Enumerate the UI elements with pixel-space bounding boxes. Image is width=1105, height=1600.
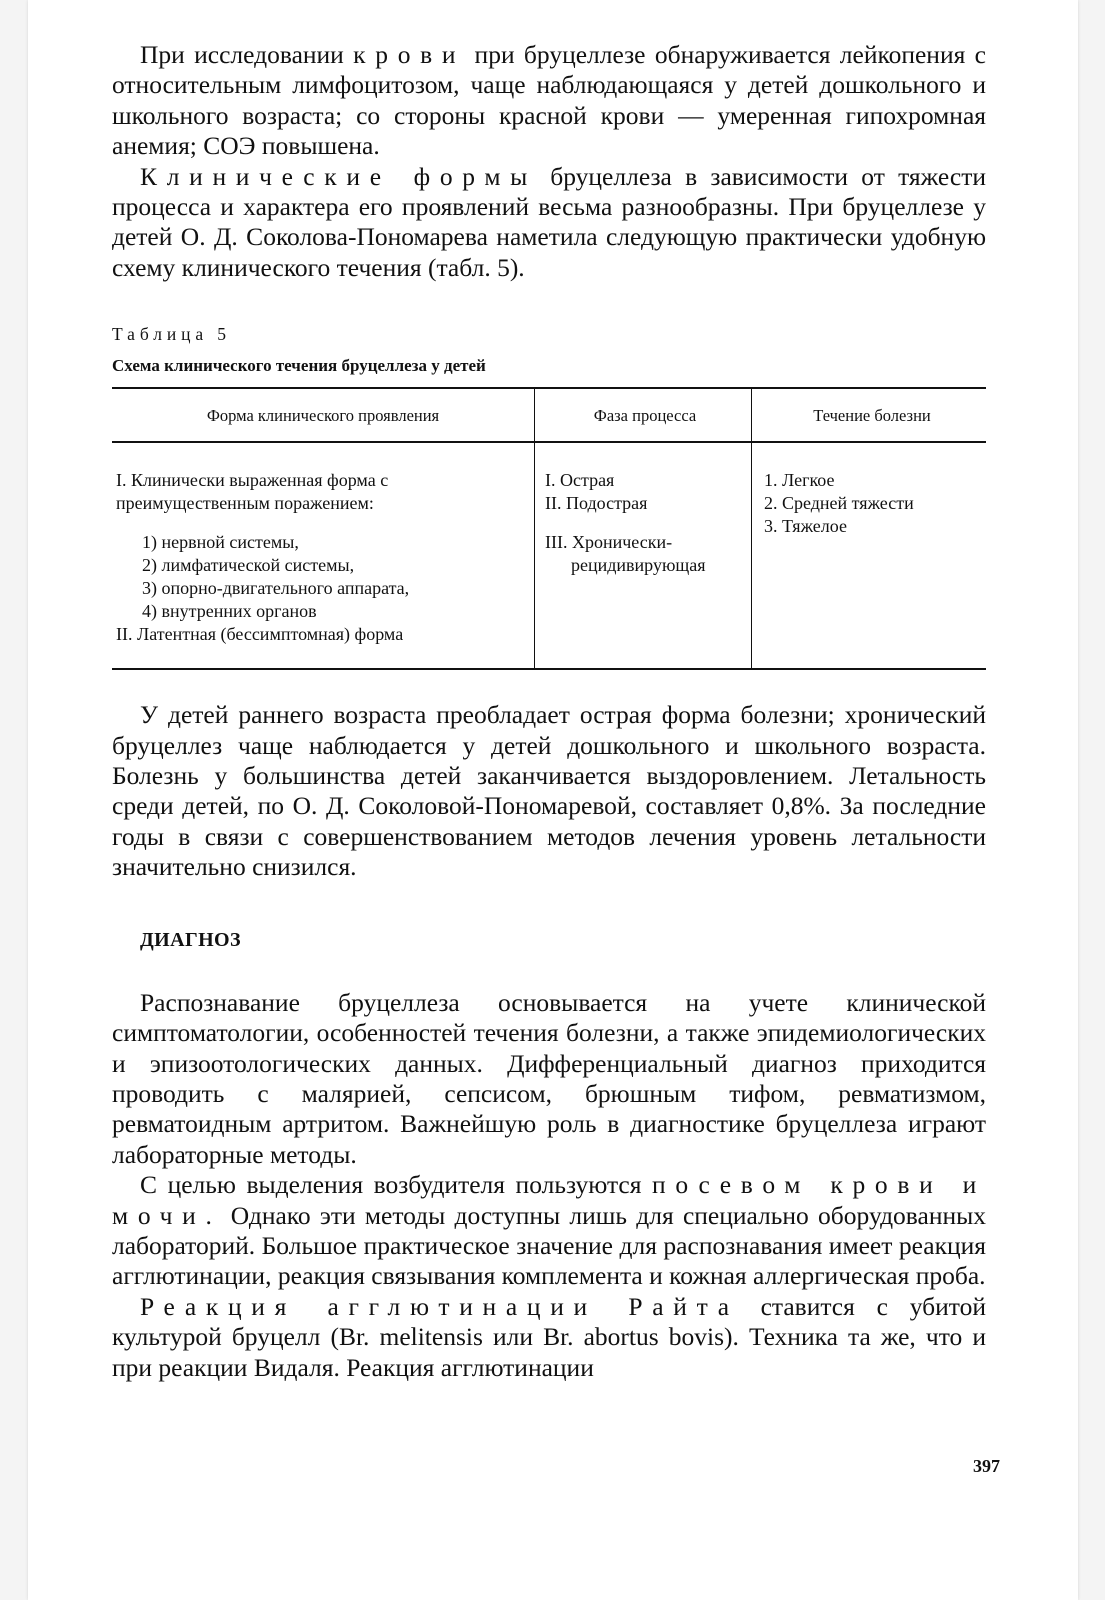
spaced-term: Реакция агглютинации Райта bbox=[140, 1291, 739, 1321]
text-run: При исследовании bbox=[140, 40, 344, 69]
text-run: Однако эти методы доступны лишь для специально оборудованных лабораторий. Большое практическое значение для распознавания имеет реакция агглютинации, реакция связывания комплемента и кожная аллергическая проба. bbox=[112, 1200, 987, 1291]
form-item: 2) лимфатической системы, bbox=[142, 555, 355, 576]
course-item: 1. Легкое bbox=[764, 470, 835, 491]
form-item: 3) опорно-двигательного аппарата, bbox=[142, 578, 410, 599]
form-main: I. Клинически выраженная форма с преимущественным поражением: bbox=[116, 470, 389, 514]
table-header-row bbox=[112, 388, 986, 442]
section-heading: ДИАГНОЗ bbox=[140, 928, 241, 951]
form-item: 4) внутренних органов bbox=[142, 601, 317, 622]
paragraph-wright-reaction bbox=[112, 1292, 986, 1383]
document-page bbox=[28, 0, 1078, 1600]
header-course: Течение болезни bbox=[752, 388, 987, 442]
header-form: Форма клинического проявления bbox=[112, 388, 535, 442]
phase-item: I. Острая bbox=[545, 470, 615, 491]
cell-course bbox=[752, 442, 987, 669]
table-row bbox=[112, 442, 986, 669]
page-content bbox=[112, 40, 986, 1383]
paragraph-clinical-forms bbox=[112, 162, 986, 284]
page-number: 397 bbox=[973, 1456, 1000, 1476]
header-phase: Фаза процесса bbox=[535, 388, 752, 442]
phase-item: II. Подострая bbox=[545, 493, 648, 514]
course-item: 3. Тяжелое bbox=[764, 516, 847, 537]
table-number: Таблица 5 bbox=[112, 324, 231, 345]
paragraph-early-age: У детей раннего возраста преобладает острая форма болезни; хронический бруцеллез чаще наблюдается у детей дошкольного и школьного возраста. Болезнь у большинства детей заканчивается выздоровлением. Летальность среди детей, по О. Д. Соколовой-Пономаревой, составляет 0,8%. За последние годы в связи с совершенствованием методов лечения уровень летальности значительно снизился. bbox=[112, 700, 986, 882]
spaced-term: Клинические формы bbox=[140, 161, 538, 191]
cell-forms bbox=[112, 442, 535, 669]
course-item: 2. Средней тяжести bbox=[764, 493, 914, 514]
form-item: 1) нервной системы, bbox=[142, 532, 299, 553]
paragraph-blood bbox=[112, 40, 986, 162]
table-caption bbox=[112, 323, 986, 377]
phase-item: III. Хронически-рецидивирующая bbox=[545, 532, 706, 576]
text-run: С целью выделения возбудителя пользуются bbox=[140, 1170, 642, 1200]
table-title: Схема клинического течения бруцеллеза у детей bbox=[112, 356, 486, 376]
spaced-term: посевом крови и мочи. bbox=[112, 1170, 986, 1230]
spaced-term: крови bbox=[353, 40, 466, 69]
text-run: бруцеллеза в зависимости от тяжести процесса и характера его проявлений весьма разнообразны. При бруцеллезе у детей О. Д. Соколова-Пономарева наметила следующую практически удобную схему клинического течения (табл. 5). bbox=[112, 161, 986, 282]
form-latent: II. Латентная (бессимптомная) форма bbox=[116, 624, 404, 645]
cell-phases bbox=[535, 442, 752, 669]
paragraph-culture bbox=[112, 1170, 986, 1292]
text-run: ставится с убитой культурой бруцелл (Br. melitensis или Br. abortus bovis). Техника та же, что и при реакции Видаля. Реакция агглютинации bbox=[112, 1291, 987, 1382]
paragraph-diagnosis: Распознавание бруцеллеза основывается на учете клинической симптоматологии, особенностей течения болезни, а также эпидемиологических и эпизоотологических данных. Дифференциальный диагноз приходится проводить с малярией, сепсисом, брюшным тифом, ревматизмом, ревматоидным артритом. Важнейшую роль в диагностике бруцеллеза играют лабораторные методы. bbox=[112, 987, 986, 1169]
clinical-course-table bbox=[112, 387, 986, 670]
text-run: при бруцеллезе обнаруживается лейкопения с относительным лимфоцитозом, чаще наблюдающаяся у детей дошкольного и школьного возраста; со стороны красной крови — умеренная гипохромная анемия; СОЭ повышена. bbox=[112, 40, 986, 161]
